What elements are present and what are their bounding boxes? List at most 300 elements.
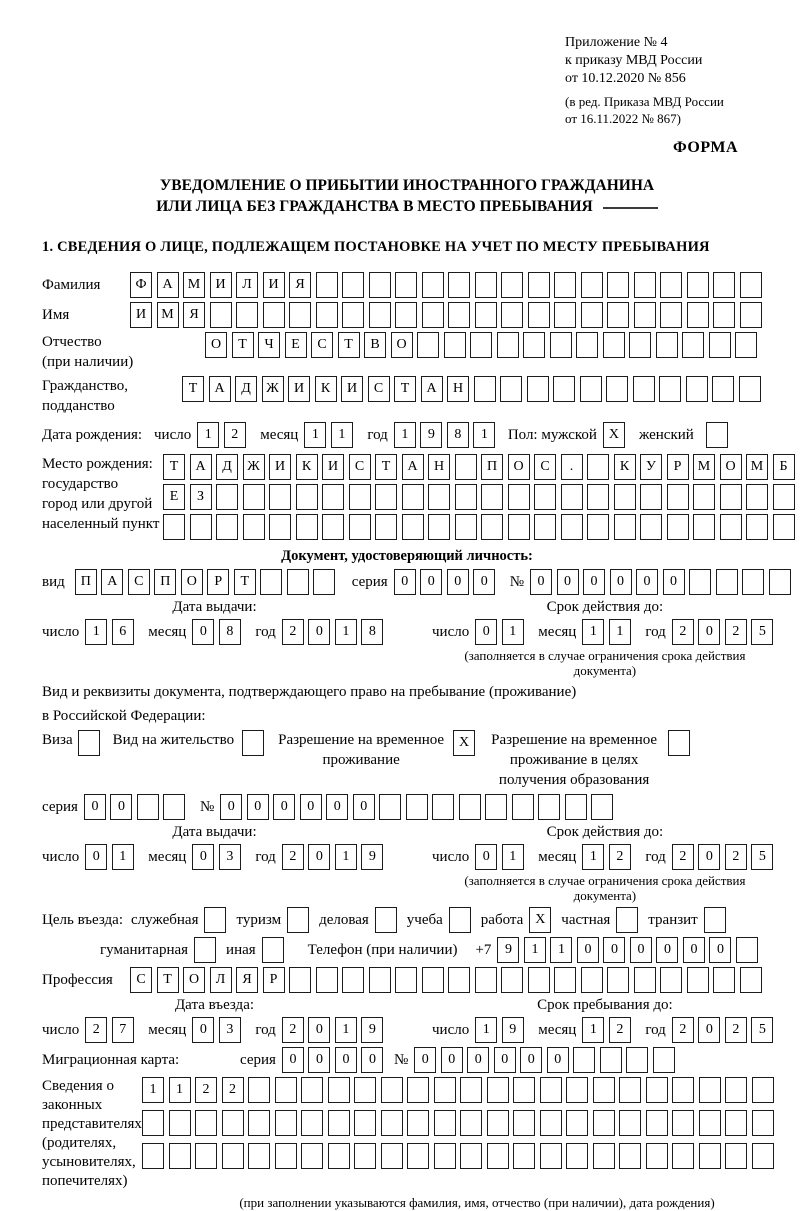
char-cell[interactable]: [607, 967, 629, 993]
char-cell[interactable]: 0: [683, 937, 705, 963]
char-cell[interactable]: [619, 1143, 641, 1169]
char-cell[interactable]: 0: [698, 619, 720, 645]
char-cell[interactable]: 9: [361, 844, 383, 870]
char-cell[interactable]: 5: [751, 844, 773, 870]
char-cell[interactable]: А: [402, 454, 424, 480]
char-cell[interactable]: Т: [375, 454, 397, 480]
char-cell[interactable]: 7: [112, 1017, 134, 1043]
char-cell[interactable]: [566, 1110, 588, 1136]
char-cell[interactable]: 9: [502, 1017, 524, 1043]
char-cell[interactable]: [629, 332, 651, 358]
char-cell[interactable]: [349, 514, 371, 540]
char-cell[interactable]: Я: [236, 967, 258, 993]
char-cell[interactable]: [699, 1077, 721, 1103]
char-cell[interactable]: [720, 514, 742, 540]
char-cell[interactable]: О: [181, 569, 203, 595]
char-cell[interactable]: 5: [751, 1017, 773, 1043]
char-cell[interactable]: К: [315, 376, 337, 402]
char-cell[interactable]: [713, 272, 735, 298]
char-cell[interactable]: [512, 794, 534, 820]
char-cell[interactable]: [566, 1077, 588, 1103]
char-cell[interactable]: И: [341, 376, 363, 402]
char-cell[interactable]: 2: [725, 1017, 747, 1043]
char-cell[interactable]: [342, 302, 364, 328]
char-cell[interactable]: [672, 1143, 694, 1169]
char-cell[interactable]: 0: [709, 937, 731, 963]
char-cell[interactable]: [667, 484, 689, 510]
char-cell[interactable]: [640, 514, 662, 540]
char-cell[interactable]: [686, 376, 708, 402]
char-cell[interactable]: [169, 1110, 191, 1136]
char-cell[interactable]: Я: [183, 302, 205, 328]
char-cell[interactable]: [342, 967, 364, 993]
char-cell[interactable]: Л: [236, 272, 258, 298]
char-cell[interactable]: Н: [447, 376, 469, 402]
char-cell[interactable]: [740, 967, 762, 993]
char-cell[interactable]: [301, 1143, 323, 1169]
char-cell[interactable]: 1: [335, 844, 357, 870]
char-cell[interactable]: [301, 1110, 323, 1136]
char-cell[interactable]: [163, 794, 185, 820]
char-cell[interactable]: [287, 569, 309, 595]
char-cell[interactable]: О: [508, 454, 530, 480]
char-cell[interactable]: [316, 272, 338, 298]
char-cell[interactable]: 0: [656, 937, 678, 963]
char-cell[interactable]: [487, 1143, 509, 1169]
char-cell[interactable]: С: [368, 376, 390, 402]
char-cell[interactable]: 1: [582, 1017, 604, 1043]
char-cell[interactable]: В: [364, 332, 386, 358]
char-cell[interactable]: 1: [502, 619, 524, 645]
char-cell[interactable]: 2: [725, 844, 747, 870]
char-cell[interactable]: [672, 1110, 694, 1136]
char-cell[interactable]: 2: [672, 844, 694, 870]
char-cell[interactable]: [460, 1077, 482, 1103]
char-cell[interactable]: [169, 1143, 191, 1169]
char-cell[interactable]: [470, 332, 492, 358]
char-cell[interactable]: [653, 1047, 675, 1073]
char-cell[interactable]: [269, 484, 291, 510]
char-cell[interactable]: Я: [289, 272, 311, 298]
purpose-tourism-checkbox[interactable]: [287, 907, 309, 933]
char-cell[interactable]: [369, 272, 391, 298]
char-cell[interactable]: 0: [577, 937, 599, 963]
sex-female-checkbox[interactable]: [706, 422, 728, 448]
char-cell[interactable]: [216, 484, 238, 510]
char-cell[interactable]: [735, 332, 757, 358]
char-cell[interactable]: [709, 332, 731, 358]
char-cell[interactable]: 0: [557, 569, 579, 595]
char-cell[interactable]: [593, 1143, 615, 1169]
char-cell[interactable]: [508, 514, 530, 540]
char-cell[interactable]: [740, 272, 762, 298]
char-cell[interactable]: 0: [85, 844, 107, 870]
char-cell[interactable]: И: [288, 376, 310, 402]
char-cell[interactable]: З: [190, 484, 212, 510]
char-cell[interactable]: [428, 484, 450, 510]
char-cell[interactable]: [501, 302, 523, 328]
char-cell[interactable]: И: [269, 454, 291, 480]
char-cell[interactable]: [434, 1077, 456, 1103]
char-cell[interactable]: [328, 1143, 350, 1169]
char-cell[interactable]: 1: [473, 422, 495, 448]
char-cell[interactable]: [501, 272, 523, 298]
char-cell[interactable]: 2: [672, 619, 694, 645]
char-cell[interactable]: [275, 1143, 297, 1169]
char-cell[interactable]: 2: [282, 844, 304, 870]
char-cell[interactable]: И: [322, 454, 344, 480]
char-cell[interactable]: 0: [361, 1047, 383, 1073]
char-cell[interactable]: [296, 514, 318, 540]
char-cell[interactable]: [528, 302, 550, 328]
char-cell[interactable]: [633, 376, 655, 402]
char-cell[interactable]: [659, 376, 681, 402]
char-cell[interactable]: 0: [335, 1047, 357, 1073]
char-cell[interactable]: [487, 1110, 509, 1136]
char-cell[interactable]: 0: [300, 794, 322, 820]
char-cell[interactable]: [752, 1077, 774, 1103]
char-cell[interactable]: [417, 332, 439, 358]
char-cell[interactable]: [354, 1077, 376, 1103]
char-cell[interactable]: 1: [112, 844, 134, 870]
char-cell[interactable]: [725, 1143, 747, 1169]
char-cell[interactable]: 2: [195, 1077, 217, 1103]
char-cell[interactable]: [699, 1143, 721, 1169]
char-cell[interactable]: [500, 376, 522, 402]
char-cell[interactable]: 2: [222, 1077, 244, 1103]
char-cell[interactable]: [422, 302, 444, 328]
char-cell[interactable]: М: [183, 272, 205, 298]
residence-permit-checkbox[interactable]: [242, 730, 264, 756]
char-cell[interactable]: Т: [157, 967, 179, 993]
char-cell[interactable]: [587, 484, 609, 510]
char-cell[interactable]: [561, 514, 583, 540]
char-cell[interactable]: 2: [85, 1017, 107, 1043]
char-cell[interactable]: [260, 569, 282, 595]
char-cell[interactable]: [607, 272, 629, 298]
char-cell[interactable]: [263, 302, 285, 328]
char-cell[interactable]: [322, 484, 344, 510]
char-cell[interactable]: 0: [220, 794, 242, 820]
char-cell[interactable]: [407, 1110, 429, 1136]
char-cell[interactable]: [742, 569, 764, 595]
char-cell[interactable]: Р: [207, 569, 229, 595]
char-cell[interactable]: 0: [110, 794, 132, 820]
char-cell[interactable]: 1: [582, 619, 604, 645]
purpose-business-checkbox[interactable]: [375, 907, 397, 933]
char-cell[interactable]: Т: [338, 332, 360, 358]
char-cell[interactable]: [501, 967, 523, 993]
char-cell[interactable]: 0: [630, 937, 652, 963]
char-cell[interactable]: [513, 1143, 535, 1169]
char-cell[interactable]: [448, 967, 470, 993]
char-cell[interactable]: [746, 514, 768, 540]
char-cell[interactable]: 8: [361, 619, 383, 645]
char-cell[interactable]: [554, 272, 576, 298]
char-cell[interactable]: [316, 967, 338, 993]
char-cell[interactable]: [216, 514, 238, 540]
char-cell[interactable]: 1: [502, 844, 524, 870]
char-cell[interactable]: П: [481, 454, 503, 480]
char-cell[interactable]: [554, 302, 576, 328]
char-cell[interactable]: 1: [475, 1017, 497, 1043]
char-cell[interactable]: 0: [353, 794, 375, 820]
char-cell[interactable]: [646, 1143, 668, 1169]
char-cell[interactable]: [381, 1110, 403, 1136]
char-cell[interactable]: Д: [216, 454, 238, 480]
char-cell[interactable]: [448, 272, 470, 298]
visa-checkbox[interactable]: [78, 730, 100, 756]
char-cell[interactable]: М: [746, 454, 768, 480]
char-cell[interactable]: [626, 1047, 648, 1073]
char-cell[interactable]: О: [720, 454, 742, 480]
char-cell[interactable]: Н: [428, 454, 450, 480]
char-cell[interactable]: [603, 332, 625, 358]
char-cell[interactable]: Е: [285, 332, 307, 358]
char-cell[interactable]: [739, 376, 761, 402]
char-cell[interactable]: 8: [447, 422, 469, 448]
char-cell[interactable]: 9: [420, 422, 442, 448]
char-cell[interactable]: 0: [84, 794, 106, 820]
char-cell[interactable]: [316, 302, 338, 328]
char-cell[interactable]: [402, 484, 424, 510]
char-cell[interactable]: 0: [282, 1047, 304, 1073]
char-cell[interactable]: 2: [725, 619, 747, 645]
purpose-work-checkbox[interactable]: X: [529, 907, 551, 933]
char-cell[interactable]: 2: [224, 422, 246, 448]
char-cell[interactable]: М: [157, 302, 179, 328]
char-cell[interactable]: [301, 1077, 323, 1103]
char-cell[interactable]: [222, 1143, 244, 1169]
char-cell[interactable]: Ф: [130, 272, 152, 298]
char-cell[interactable]: 0: [547, 1047, 569, 1073]
char-cell[interactable]: 0: [326, 794, 348, 820]
char-cell[interactable]: [349, 484, 371, 510]
char-cell[interactable]: 1: [335, 619, 357, 645]
char-cell[interactable]: 0: [420, 569, 442, 595]
char-cell[interactable]: [375, 484, 397, 510]
char-cell[interactable]: [248, 1077, 270, 1103]
char-cell[interactable]: [434, 1110, 456, 1136]
char-cell[interactable]: А: [157, 272, 179, 298]
char-cell[interactable]: [402, 514, 424, 540]
char-cell[interactable]: 0: [192, 1017, 214, 1043]
char-cell[interactable]: [773, 484, 795, 510]
char-cell[interactable]: [142, 1143, 164, 1169]
char-cell[interactable]: 0: [473, 569, 495, 595]
char-cell[interactable]: .: [561, 454, 583, 480]
char-cell[interactable]: [369, 302, 391, 328]
char-cell[interactable]: Б: [773, 454, 795, 480]
char-cell[interactable]: 1: [197, 422, 219, 448]
char-cell[interactable]: С: [130, 967, 152, 993]
char-cell[interactable]: [687, 302, 709, 328]
char-cell[interactable]: [587, 454, 609, 480]
char-cell[interactable]: [528, 272, 550, 298]
purpose-humanitarian-checkbox[interactable]: [194, 937, 216, 963]
char-cell[interactable]: [407, 1143, 429, 1169]
char-cell[interactable]: 0: [394, 569, 416, 595]
char-cell[interactable]: [554, 967, 576, 993]
char-cell[interactable]: [289, 302, 311, 328]
char-cell[interactable]: А: [209, 376, 231, 402]
char-cell[interactable]: 8: [219, 619, 241, 645]
char-cell[interactable]: [322, 514, 344, 540]
char-cell[interactable]: 0: [447, 569, 469, 595]
char-cell[interactable]: [269, 514, 291, 540]
char-cell[interactable]: О: [183, 967, 205, 993]
char-cell[interactable]: [746, 484, 768, 510]
char-cell[interactable]: [508, 484, 530, 510]
char-cell[interactable]: [752, 1143, 774, 1169]
char-cell[interactable]: [369, 967, 391, 993]
char-cell[interactable]: [607, 302, 629, 328]
char-cell[interactable]: [712, 376, 734, 402]
char-cell[interactable]: [689, 569, 711, 595]
char-cell[interactable]: [713, 967, 735, 993]
char-cell[interactable]: [381, 1143, 403, 1169]
char-cell[interactable]: [540, 1077, 562, 1103]
char-cell[interactable]: [769, 569, 791, 595]
char-cell[interactable]: [422, 967, 444, 993]
char-cell[interactable]: И: [263, 272, 285, 298]
char-cell[interactable]: [455, 454, 477, 480]
char-cell[interactable]: [243, 484, 265, 510]
char-cell[interactable]: 0: [663, 569, 685, 595]
char-cell[interactable]: [296, 484, 318, 510]
char-cell[interactable]: [534, 514, 556, 540]
purpose-transit-checkbox[interactable]: [704, 907, 726, 933]
char-cell[interactable]: Ж: [262, 376, 284, 402]
char-cell[interactable]: [573, 1047, 595, 1073]
char-cell[interactable]: [581, 967, 603, 993]
purpose-official-checkbox[interactable]: [204, 907, 226, 933]
char-cell[interactable]: 2: [282, 619, 304, 645]
purpose-private-checkbox[interactable]: [616, 907, 638, 933]
char-cell[interactable]: А: [101, 569, 123, 595]
char-cell[interactable]: [693, 514, 715, 540]
char-cell[interactable]: [448, 302, 470, 328]
char-cell[interactable]: [538, 794, 560, 820]
char-cell[interactable]: [513, 1077, 535, 1103]
char-cell[interactable]: [576, 332, 598, 358]
char-cell[interactable]: [354, 1110, 376, 1136]
char-cell[interactable]: Ж: [243, 454, 265, 480]
char-cell[interactable]: 0: [603, 937, 625, 963]
char-cell[interactable]: [614, 514, 636, 540]
char-cell[interactable]: 0: [467, 1047, 489, 1073]
char-cell[interactable]: [248, 1143, 270, 1169]
char-cell[interactable]: [275, 1110, 297, 1136]
char-cell[interactable]: [553, 376, 575, 402]
char-cell[interactable]: К: [296, 454, 318, 480]
char-cell[interactable]: Е: [163, 484, 185, 510]
char-cell[interactable]: 0: [308, 619, 330, 645]
char-cell[interactable]: [634, 272, 656, 298]
char-cell[interactable]: [475, 272, 497, 298]
char-cell[interactable]: 0: [441, 1047, 463, 1073]
char-cell[interactable]: [375, 514, 397, 540]
char-cell[interactable]: [328, 1110, 350, 1136]
char-cell[interactable]: [248, 1110, 270, 1136]
char-cell[interactable]: [395, 967, 417, 993]
char-cell[interactable]: И: [130, 302, 152, 328]
char-cell[interactable]: [163, 514, 185, 540]
char-cell[interactable]: [672, 1077, 694, 1103]
char-cell[interactable]: [720, 484, 742, 510]
char-cell[interactable]: 1: [142, 1077, 164, 1103]
char-cell[interactable]: [137, 794, 159, 820]
char-cell[interactable]: [275, 1077, 297, 1103]
char-cell[interactable]: 0: [698, 1017, 720, 1043]
char-cell[interactable]: 1: [335, 1017, 357, 1043]
char-cell[interactable]: [395, 302, 417, 328]
char-cell[interactable]: [634, 302, 656, 328]
char-cell[interactable]: 0: [636, 569, 658, 595]
char-cell[interactable]: [195, 1110, 217, 1136]
char-cell[interactable]: П: [75, 569, 97, 595]
char-cell[interactable]: Т: [234, 569, 256, 595]
char-cell[interactable]: [328, 1077, 350, 1103]
char-cell[interactable]: [481, 484, 503, 510]
char-cell[interactable]: [354, 1143, 376, 1169]
char-cell[interactable]: [540, 1110, 562, 1136]
char-cell[interactable]: 0: [273, 794, 295, 820]
char-cell[interactable]: 3: [219, 844, 241, 870]
char-cell[interactable]: [289, 967, 311, 993]
char-cell[interactable]: [566, 1143, 588, 1169]
char-cell[interactable]: 0: [247, 794, 269, 820]
char-cell[interactable]: 2: [609, 1017, 631, 1043]
char-cell[interactable]: [587, 514, 609, 540]
purpose-study-checkbox[interactable]: [449, 907, 471, 933]
char-cell[interactable]: С: [349, 454, 371, 480]
char-cell[interactable]: Р: [263, 967, 285, 993]
char-cell[interactable]: [527, 376, 549, 402]
char-cell[interactable]: У: [640, 454, 662, 480]
char-cell[interactable]: [740, 302, 762, 328]
char-cell[interactable]: О: [205, 332, 227, 358]
char-cell[interactable]: 1: [524, 937, 546, 963]
char-cell[interactable]: С: [534, 454, 556, 480]
char-cell[interactable]: [475, 302, 497, 328]
char-cell[interactable]: [485, 794, 507, 820]
char-cell[interactable]: [528, 967, 550, 993]
char-cell[interactable]: 0: [475, 844, 497, 870]
char-cell[interactable]: Т: [182, 376, 204, 402]
char-cell[interactable]: 0: [610, 569, 632, 595]
char-cell[interactable]: Т: [232, 332, 254, 358]
char-cell[interactable]: [434, 1143, 456, 1169]
char-cell[interactable]: [656, 332, 678, 358]
char-cell[interactable]: 1: [331, 422, 353, 448]
char-cell[interactable]: М: [693, 454, 715, 480]
char-cell[interactable]: [444, 332, 466, 358]
char-cell[interactable]: 0: [530, 569, 552, 595]
char-cell[interactable]: [379, 794, 401, 820]
char-cell[interactable]: [540, 1143, 562, 1169]
char-cell[interactable]: О: [391, 332, 413, 358]
char-cell[interactable]: 0: [308, 1047, 330, 1073]
char-cell[interactable]: [713, 302, 735, 328]
char-cell[interactable]: И: [210, 272, 232, 298]
char-cell[interactable]: [565, 794, 587, 820]
char-cell[interactable]: [459, 794, 481, 820]
char-cell[interactable]: [581, 302, 603, 328]
char-cell[interactable]: 1: [582, 844, 604, 870]
char-cell[interactable]: [475, 967, 497, 993]
char-cell[interactable]: Д: [235, 376, 257, 402]
